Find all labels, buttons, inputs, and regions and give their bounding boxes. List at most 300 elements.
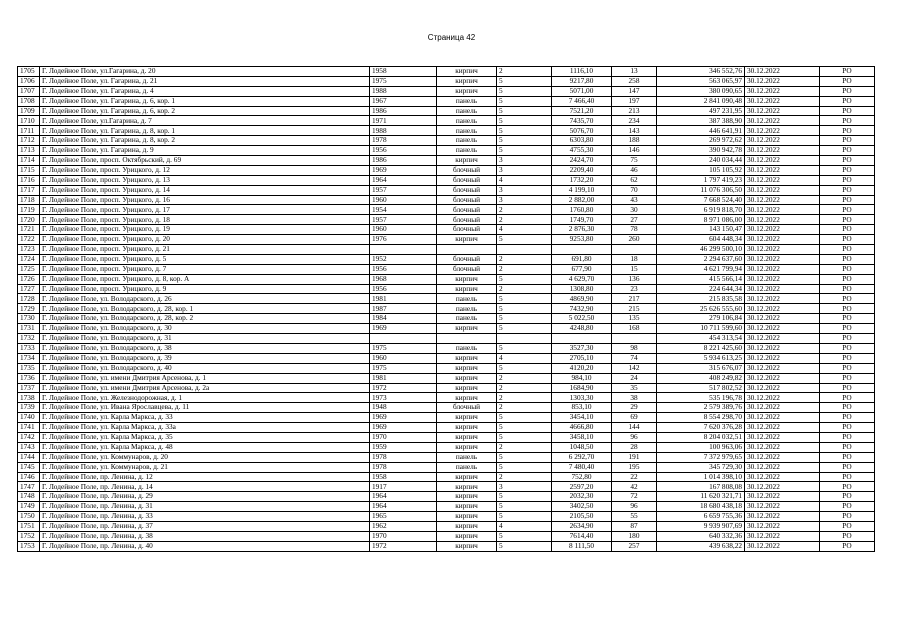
cost-cell: 446 641,91 bbox=[657, 126, 745, 136]
build-year-cell: 1969 bbox=[370, 413, 437, 423]
total-area-cell: 4 629,70 bbox=[552, 274, 612, 284]
total-area-cell: 2705,10 bbox=[552, 353, 612, 363]
table-row bbox=[18, 264, 875, 274]
table-row bbox=[18, 432, 875, 442]
total-area-cell: 6 292,70 bbox=[552, 452, 612, 462]
date-cell: 30.12.2022 bbox=[745, 264, 820, 274]
program-code-cell: РО bbox=[820, 96, 875, 106]
wall-material-cell: кирпич bbox=[437, 423, 497, 433]
apartments-cell bbox=[612, 245, 657, 255]
cost-cell: 2 294 637,60 bbox=[657, 254, 745, 264]
address-cell: Г. Лодейное Поле, ул. Карла Маркса, д. 35 bbox=[40, 432, 370, 442]
table-row bbox=[18, 126, 875, 136]
address-cell: Г. Лодейное Поле, просп. Урицкого, д. 13 bbox=[40, 175, 370, 185]
program-code-cell: РО bbox=[820, 324, 875, 334]
build-year-cell bbox=[370, 245, 437, 255]
address-cell: Г. Лодейное Поле, пр. Ленина, д. 40 bbox=[40, 541, 370, 551]
table-row bbox=[18, 502, 875, 512]
date-cell: 30.12.2022 bbox=[745, 96, 820, 106]
wall-material-cell: кирпич bbox=[437, 284, 497, 294]
floors-cell: 5 bbox=[497, 76, 552, 86]
cost-cell: 454 313,54 bbox=[657, 334, 745, 344]
cost-cell: 604 448,34 bbox=[657, 235, 745, 245]
row-number-cell: 1720 bbox=[18, 215, 40, 225]
row-number-cell: 1716 bbox=[18, 175, 40, 185]
total-area-cell: 9253,80 bbox=[552, 235, 612, 245]
table-row bbox=[18, 314, 875, 324]
row-number-cell: 1742 bbox=[18, 432, 40, 442]
wall-material-cell bbox=[437, 245, 497, 255]
program-code-cell: РО bbox=[820, 284, 875, 294]
apartments-cell: 142 bbox=[612, 363, 657, 373]
total-area-cell: 1048,50 bbox=[552, 442, 612, 452]
wall-material-cell: кирпич bbox=[437, 432, 497, 442]
program-code-cell: РО bbox=[820, 76, 875, 86]
cost-cell: 315 676,07 bbox=[657, 363, 745, 373]
row-number-cell: 1741 bbox=[18, 423, 40, 433]
row-number-cell: 1729 bbox=[18, 304, 40, 314]
date-cell: 30.12.2022 bbox=[745, 334, 820, 344]
table-row bbox=[18, 393, 875, 403]
program-code-cell: РО bbox=[820, 175, 875, 185]
floors-cell: 5 bbox=[497, 235, 552, 245]
apartments-cell: 234 bbox=[612, 116, 657, 126]
build-year-cell: 1973 bbox=[370, 393, 437, 403]
program-code-cell: РО bbox=[820, 215, 875, 225]
floors-cell: 3 bbox=[497, 185, 552, 195]
table-row bbox=[18, 96, 875, 106]
cost-cell: 535 196,78 bbox=[657, 393, 745, 403]
apartments-cell: 96 bbox=[612, 432, 657, 442]
date-cell: 30.12.2022 bbox=[745, 393, 820, 403]
floors-cell: 5 bbox=[497, 304, 552, 314]
build-year-cell: 1959 bbox=[370, 442, 437, 452]
row-number-cell: 1710 bbox=[18, 116, 40, 126]
total-area-cell: 2 882,00 bbox=[552, 195, 612, 205]
row-number-cell: 1740 bbox=[18, 413, 40, 423]
row-number-cell: 1747 bbox=[18, 482, 40, 492]
address-cell: Г. Лодейное Поле, пр. Ленина, д. 37 bbox=[40, 521, 370, 531]
wall-material-cell: кирпич bbox=[437, 502, 497, 512]
floors-cell: 5 bbox=[497, 96, 552, 106]
program-code-cell: РО bbox=[820, 462, 875, 472]
table-row bbox=[18, 195, 875, 205]
apartments-cell: 87 bbox=[612, 521, 657, 531]
build-year-cell: 1957 bbox=[370, 215, 437, 225]
row-number-cell: 1709 bbox=[18, 106, 40, 116]
wall-material-cell bbox=[437, 334, 497, 344]
apartments-cell: 18 bbox=[612, 254, 657, 264]
build-year-cell: 1975 bbox=[370, 343, 437, 353]
table-row bbox=[18, 423, 875, 433]
cost-cell: 215 835,58 bbox=[657, 294, 745, 304]
apartments-cell bbox=[612, 334, 657, 344]
registry-table-body bbox=[18, 67, 875, 552]
apartments-cell: 23 bbox=[612, 284, 657, 294]
wall-material-cell: кирпич bbox=[437, 235, 497, 245]
address-cell: Г. Лодейное Поле, просп. Урицкого, д. 18 bbox=[40, 215, 370, 225]
program-code-cell: РО bbox=[820, 452, 875, 462]
date-cell: 30.12.2022 bbox=[745, 472, 820, 482]
wall-material-cell: кирпич bbox=[437, 156, 497, 166]
total-area-cell: 5 022,50 bbox=[552, 314, 612, 324]
build-year-cell: 1957 bbox=[370, 185, 437, 195]
date-cell: 30.12.2022 bbox=[745, 462, 820, 472]
floors-cell: 5 bbox=[497, 314, 552, 324]
program-code-cell: РО bbox=[820, 442, 875, 452]
wall-material-cell: кирпич bbox=[437, 393, 497, 403]
build-year-cell: 1948 bbox=[370, 403, 437, 413]
date-cell: 30.12.2022 bbox=[745, 442, 820, 452]
date-cell: 30.12.2022 bbox=[745, 343, 820, 353]
floors-cell: 5 bbox=[497, 294, 552, 304]
build-year-cell: 1978 bbox=[370, 136, 437, 146]
date-cell: 30.12.2022 bbox=[745, 156, 820, 166]
wall-material-cell: кирпич bbox=[437, 482, 497, 492]
address-cell: Г. Лодейное Поле, ул. Карла Маркса, д. 33 bbox=[40, 413, 370, 423]
program-code-cell: РО bbox=[820, 521, 875, 531]
floors-cell: 2 bbox=[497, 284, 552, 294]
cost-cell: 497 231,95 bbox=[657, 106, 745, 116]
program-code-cell: РО bbox=[820, 156, 875, 166]
wall-material-cell: панель bbox=[437, 304, 497, 314]
floors-cell: 2 bbox=[497, 205, 552, 215]
apartments-cell: 27 bbox=[612, 215, 657, 225]
address-cell: Г. Лодейное Поле, ул. Гагарина, д. 6, кор. 1 bbox=[40, 96, 370, 106]
program-code-cell: РО bbox=[820, 165, 875, 175]
build-year-cell: 1986 bbox=[370, 106, 437, 116]
table-row bbox=[18, 254, 875, 264]
cost-cell: 224 644,34 bbox=[657, 284, 745, 294]
table-row bbox=[18, 442, 875, 452]
date-cell: 30.12.2022 bbox=[745, 423, 820, 433]
program-code-cell: РО bbox=[820, 334, 875, 344]
total-area-cell: 4248,80 bbox=[552, 324, 612, 334]
apartments-cell: 143 bbox=[612, 126, 657, 136]
program-code-cell: РО bbox=[820, 86, 875, 96]
table-row bbox=[18, 512, 875, 522]
date-cell: 30.12.2022 bbox=[745, 363, 820, 373]
wall-material-cell: панель bbox=[437, 136, 497, 146]
date-cell: 30.12.2022 bbox=[745, 225, 820, 235]
total-area-cell: 2209,40 bbox=[552, 165, 612, 175]
apartments-cell: 30 bbox=[612, 205, 657, 215]
floors-cell bbox=[497, 334, 552, 344]
table-row bbox=[18, 363, 875, 373]
date-cell: 30.12.2022 bbox=[745, 294, 820, 304]
total-area-cell: 5076,70 bbox=[552, 126, 612, 136]
build-year-cell: 1956 bbox=[370, 284, 437, 294]
program-code-cell: РО bbox=[820, 205, 875, 215]
program-code-cell: РО bbox=[820, 472, 875, 482]
apartments-cell: 43 bbox=[612, 195, 657, 205]
cost-cell: 2 579 389,76 bbox=[657, 403, 745, 413]
date-cell: 30.12.2022 bbox=[745, 175, 820, 185]
cost-cell: 269 972,62 bbox=[657, 136, 745, 146]
row-number-cell: 1739 bbox=[18, 403, 40, 413]
floors-cell: 2 bbox=[497, 215, 552, 225]
total-area-cell: 7 466,40 bbox=[552, 96, 612, 106]
address-cell: Г. Лодейное Поле, пр. Ленина, д. 14 bbox=[40, 482, 370, 492]
date-cell: 30.12.2022 bbox=[745, 512, 820, 522]
date-cell: 30.12.2022 bbox=[745, 116, 820, 126]
cost-cell: 7 668 524,40 bbox=[657, 195, 745, 205]
program-code-cell: РО bbox=[820, 353, 875, 363]
build-year-cell: 1988 bbox=[370, 86, 437, 96]
address-cell: Г. Лодейное Поле, ул. Гагарина, д. 9 bbox=[40, 146, 370, 156]
program-code-cell: РО bbox=[820, 195, 875, 205]
total-area-cell: 3402,50 bbox=[552, 502, 612, 512]
build-year-cell: 1917 bbox=[370, 482, 437, 492]
build-year-cell: 1981 bbox=[370, 294, 437, 304]
total-area-cell bbox=[552, 245, 612, 255]
build-year-cell: 1960 bbox=[370, 353, 437, 363]
cost-cell: 240 034,44 bbox=[657, 156, 745, 166]
date-cell: 30.12.2022 bbox=[745, 314, 820, 324]
total-area-cell: 3458,10 bbox=[552, 432, 612, 442]
date-cell: 30.12.2022 bbox=[745, 502, 820, 512]
row-number-cell: 1705 bbox=[18, 67, 40, 77]
program-code-cell: РО bbox=[820, 343, 875, 353]
cost-cell: 640 332,36 bbox=[657, 531, 745, 541]
wall-material-cell: кирпич bbox=[437, 373, 497, 383]
apartments-cell: 35 bbox=[612, 383, 657, 393]
table-row bbox=[18, 413, 875, 423]
row-number-cell: 1726 bbox=[18, 274, 40, 284]
cost-cell: 2 841 090,48 bbox=[657, 96, 745, 106]
wall-material-cell: кирпич bbox=[437, 531, 497, 541]
build-year-cell: 1976 bbox=[370, 235, 437, 245]
address-cell: Г. Лодейное Поле, ул. Володарского, д. 31 bbox=[40, 334, 370, 344]
date-cell: 30.12.2022 bbox=[745, 205, 820, 215]
total-area-cell: 1303,30 bbox=[552, 393, 612, 403]
page-number-header: Страница 42 bbox=[427, 33, 476, 42]
cost-cell: 6 659 755,36 bbox=[657, 512, 745, 522]
build-year-cell: 1965 bbox=[370, 512, 437, 522]
build-year-cell bbox=[370, 334, 437, 344]
total-area-cell: 4 199,10 bbox=[552, 185, 612, 195]
row-number-cell: 1708 bbox=[18, 96, 40, 106]
floors-cell: 5 bbox=[497, 531, 552, 541]
row-number-cell: 1714 bbox=[18, 156, 40, 166]
total-area-cell: 2597,20 bbox=[552, 482, 612, 492]
address-cell: Г. Лодейное Поле, ул. Гагарина, д. 8, кор. 2 bbox=[40, 136, 370, 146]
address-cell: Г. Лодейное Поле, просп. Урицкого, д. 7 bbox=[40, 264, 370, 274]
wall-material-cell: панель bbox=[437, 146, 497, 156]
address-cell: Г. Лодейное Поле, ул. Коммунаров, д. 20 bbox=[40, 452, 370, 462]
total-area-cell: 677,90 bbox=[552, 264, 612, 274]
total-area-cell: 7 480,40 bbox=[552, 462, 612, 472]
floors-cell: 4 bbox=[497, 225, 552, 235]
wall-material-cell: кирпич bbox=[437, 383, 497, 393]
date-cell: 30.12.2022 bbox=[745, 76, 820, 86]
address-cell: Г. Лодейное Поле, ул. Гагарина, д. 4 bbox=[40, 86, 370, 96]
program-code-cell: РО bbox=[820, 67, 875, 77]
build-year-cell: 1964 bbox=[370, 502, 437, 512]
table-row bbox=[18, 294, 875, 304]
total-area-cell bbox=[552, 334, 612, 344]
total-area-cell: 853,10 bbox=[552, 403, 612, 413]
row-number-cell: 1712 bbox=[18, 136, 40, 146]
cost-cell: 390 942,78 bbox=[657, 146, 745, 156]
address-cell: Г. Лодейное Поле, ул. Гагарина, д. 8, кор. 1 bbox=[40, 126, 370, 136]
floors-cell: 5 bbox=[497, 146, 552, 156]
wall-material-cell: блочный bbox=[437, 403, 497, 413]
apartments-cell: 38 bbox=[612, 393, 657, 403]
address-cell: Г. Лодейное Поле, ул. имени Дмитрия Арсенова, д. 1 bbox=[40, 373, 370, 383]
date-cell: 30.12.2022 bbox=[745, 146, 820, 156]
address-cell: Г. Лодейное Поле, ул. Володарского, д. 40 bbox=[40, 363, 370, 373]
cost-cell: 563 065,97 bbox=[657, 76, 745, 86]
address-cell: Г. Лодейное Поле, ул. Железнодорожная, д. 1 bbox=[40, 393, 370, 403]
wall-material-cell: кирпич bbox=[437, 442, 497, 452]
floors-cell: 5 bbox=[497, 462, 552, 472]
address-cell: Г. Лодейное Поле, просп. Урицкого, д. 8, кор. А bbox=[40, 274, 370, 284]
date-cell: 30.12.2022 bbox=[745, 353, 820, 363]
floors-cell: 5 bbox=[497, 452, 552, 462]
program-code-cell: РО bbox=[820, 245, 875, 255]
floors-cell: 5 bbox=[497, 324, 552, 334]
total-area-cell: 1732,20 bbox=[552, 175, 612, 185]
apartments-cell: 24 bbox=[612, 373, 657, 383]
apartments-cell: 74 bbox=[612, 353, 657, 363]
date-cell: 30.12.2022 bbox=[745, 541, 820, 551]
wall-material-cell: панель bbox=[437, 452, 497, 462]
wall-material-cell: панель bbox=[437, 462, 497, 472]
row-number-cell: 1736 bbox=[18, 373, 40, 383]
cost-cell: 415 566,14 bbox=[657, 274, 745, 284]
row-number-cell: 1724 bbox=[18, 254, 40, 264]
date-cell: 30.12.2022 bbox=[745, 383, 820, 393]
table-row bbox=[18, 383, 875, 393]
date-cell: 30.12.2022 bbox=[745, 215, 820, 225]
cost-cell: 7 620 376,28 bbox=[657, 423, 745, 433]
build-year-cell: 1975 bbox=[370, 76, 437, 86]
apartments-cell: 260 bbox=[612, 235, 657, 245]
cost-cell: 5 934 613,25 bbox=[657, 353, 745, 363]
program-code-cell: РО bbox=[820, 126, 875, 136]
table-row bbox=[18, 304, 875, 314]
row-number-cell: 1718 bbox=[18, 195, 40, 205]
program-code-cell: РО bbox=[820, 363, 875, 373]
date-cell: 30.12.2022 bbox=[745, 432, 820, 442]
date-cell: 30.12.2022 bbox=[745, 136, 820, 146]
total-area-cell: 6303,80 bbox=[552, 136, 612, 146]
build-year-cell: 1962 bbox=[370, 521, 437, 531]
apartments-cell: 147 bbox=[612, 86, 657, 96]
cost-cell: 10 711 599,60 bbox=[657, 324, 745, 334]
program-code-cell: РО bbox=[820, 413, 875, 423]
address-cell: Г. Лодейное Поле, ул. Ивана Ярославцева, д. 11 bbox=[40, 403, 370, 413]
apartments-cell: 146 bbox=[612, 146, 657, 156]
row-number-cell: 1746 bbox=[18, 472, 40, 482]
wall-material-cell: кирпич bbox=[437, 353, 497, 363]
build-year-cell: 1954 bbox=[370, 205, 437, 215]
cost-cell: 439 638,22 bbox=[657, 541, 745, 551]
build-year-cell: 1972 bbox=[370, 383, 437, 393]
table-row bbox=[18, 403, 875, 413]
row-number-cell: 1734 bbox=[18, 353, 40, 363]
floors-cell: 5 bbox=[497, 136, 552, 146]
apartments-cell: 96 bbox=[612, 502, 657, 512]
date-cell: 30.12.2022 bbox=[745, 492, 820, 502]
table-row bbox=[18, 343, 875, 353]
build-year-cell: 1987 bbox=[370, 304, 437, 314]
program-code-cell: РО bbox=[820, 314, 875, 324]
floors-cell: 5 bbox=[497, 502, 552, 512]
floors-cell: 3 bbox=[497, 156, 552, 166]
program-code-cell: РО bbox=[820, 264, 875, 274]
cost-cell: 346 552,76 bbox=[657, 67, 745, 77]
wall-material-cell: блочный bbox=[437, 165, 497, 175]
date-cell: 30.12.2022 bbox=[745, 67, 820, 77]
cost-cell: 345 729,30 bbox=[657, 462, 745, 472]
address-cell: Г. Лодейное Поле, ул. Гагарина, д. 21 bbox=[40, 76, 370, 86]
table-row bbox=[18, 165, 875, 175]
build-year-cell: 1960 bbox=[370, 195, 437, 205]
row-number-cell: 1751 bbox=[18, 521, 40, 531]
address-cell: Г. Лодейное Поле, ул. Карла Маркса, д. 33а bbox=[40, 423, 370, 433]
address-cell: Г. Лодейное Поле, просп. Урицкого, д. 9 bbox=[40, 284, 370, 294]
total-area-cell: 1749,70 bbox=[552, 215, 612, 225]
cost-cell: 279 106,84 bbox=[657, 314, 745, 324]
total-area-cell: 2 876,30 bbox=[552, 225, 612, 235]
build-year-cell: 1958 bbox=[370, 472, 437, 482]
row-number-cell: 1749 bbox=[18, 502, 40, 512]
table-row bbox=[18, 106, 875, 116]
row-number-cell: 1719 bbox=[18, 205, 40, 215]
apartments-cell: 75 bbox=[612, 156, 657, 166]
floors-cell: 3 bbox=[497, 482, 552, 492]
row-number-cell: 1725 bbox=[18, 264, 40, 274]
date-cell: 30.12.2022 bbox=[745, 165, 820, 175]
program-code-cell: РО bbox=[820, 116, 875, 126]
address-cell: Г. Лодейное Поле, ул.Гагарина, д. 20 bbox=[40, 67, 370, 77]
date-cell: 30.12.2022 bbox=[745, 452, 820, 462]
cost-cell: 18 680 438,18 bbox=[657, 502, 745, 512]
total-area-cell: 8 111,50 bbox=[552, 541, 612, 551]
program-code-cell: РО bbox=[820, 383, 875, 393]
row-number-cell: 1743 bbox=[18, 442, 40, 452]
table-row bbox=[18, 225, 875, 235]
wall-material-cell: кирпич bbox=[437, 324, 497, 334]
build-year-cell: 1958 bbox=[370, 67, 437, 77]
table-row bbox=[18, 324, 875, 334]
apartments-cell: 215 bbox=[612, 304, 657, 314]
date-cell: 30.12.2022 bbox=[745, 413, 820, 423]
build-year-cell: 1971 bbox=[370, 116, 437, 126]
date-cell: 30.12.2022 bbox=[745, 373, 820, 383]
apartments-cell: 213 bbox=[612, 106, 657, 116]
floors-cell: 5 bbox=[497, 343, 552, 353]
floors-cell: 5 bbox=[497, 492, 552, 502]
row-number-cell: 1711 bbox=[18, 126, 40, 136]
wall-material-cell: кирпич bbox=[437, 541, 497, 551]
apartments-cell: 29 bbox=[612, 403, 657, 413]
build-year-cell: 1972 bbox=[370, 541, 437, 551]
program-code-cell: РО bbox=[820, 492, 875, 502]
total-area-cell: 5071,00 bbox=[552, 86, 612, 96]
table-row bbox=[18, 472, 875, 482]
apartments-cell: 28 bbox=[612, 442, 657, 452]
cost-cell: 100 963,06 bbox=[657, 442, 745, 452]
address-cell: Г. Лодейное Поле, просп. Урицкого, д. 12 bbox=[40, 165, 370, 175]
wall-material-cell: блочный bbox=[437, 254, 497, 264]
program-code-cell: РО bbox=[820, 403, 875, 413]
build-year-cell: 1969 bbox=[370, 324, 437, 334]
table-row bbox=[18, 541, 875, 551]
table-row bbox=[18, 76, 875, 86]
